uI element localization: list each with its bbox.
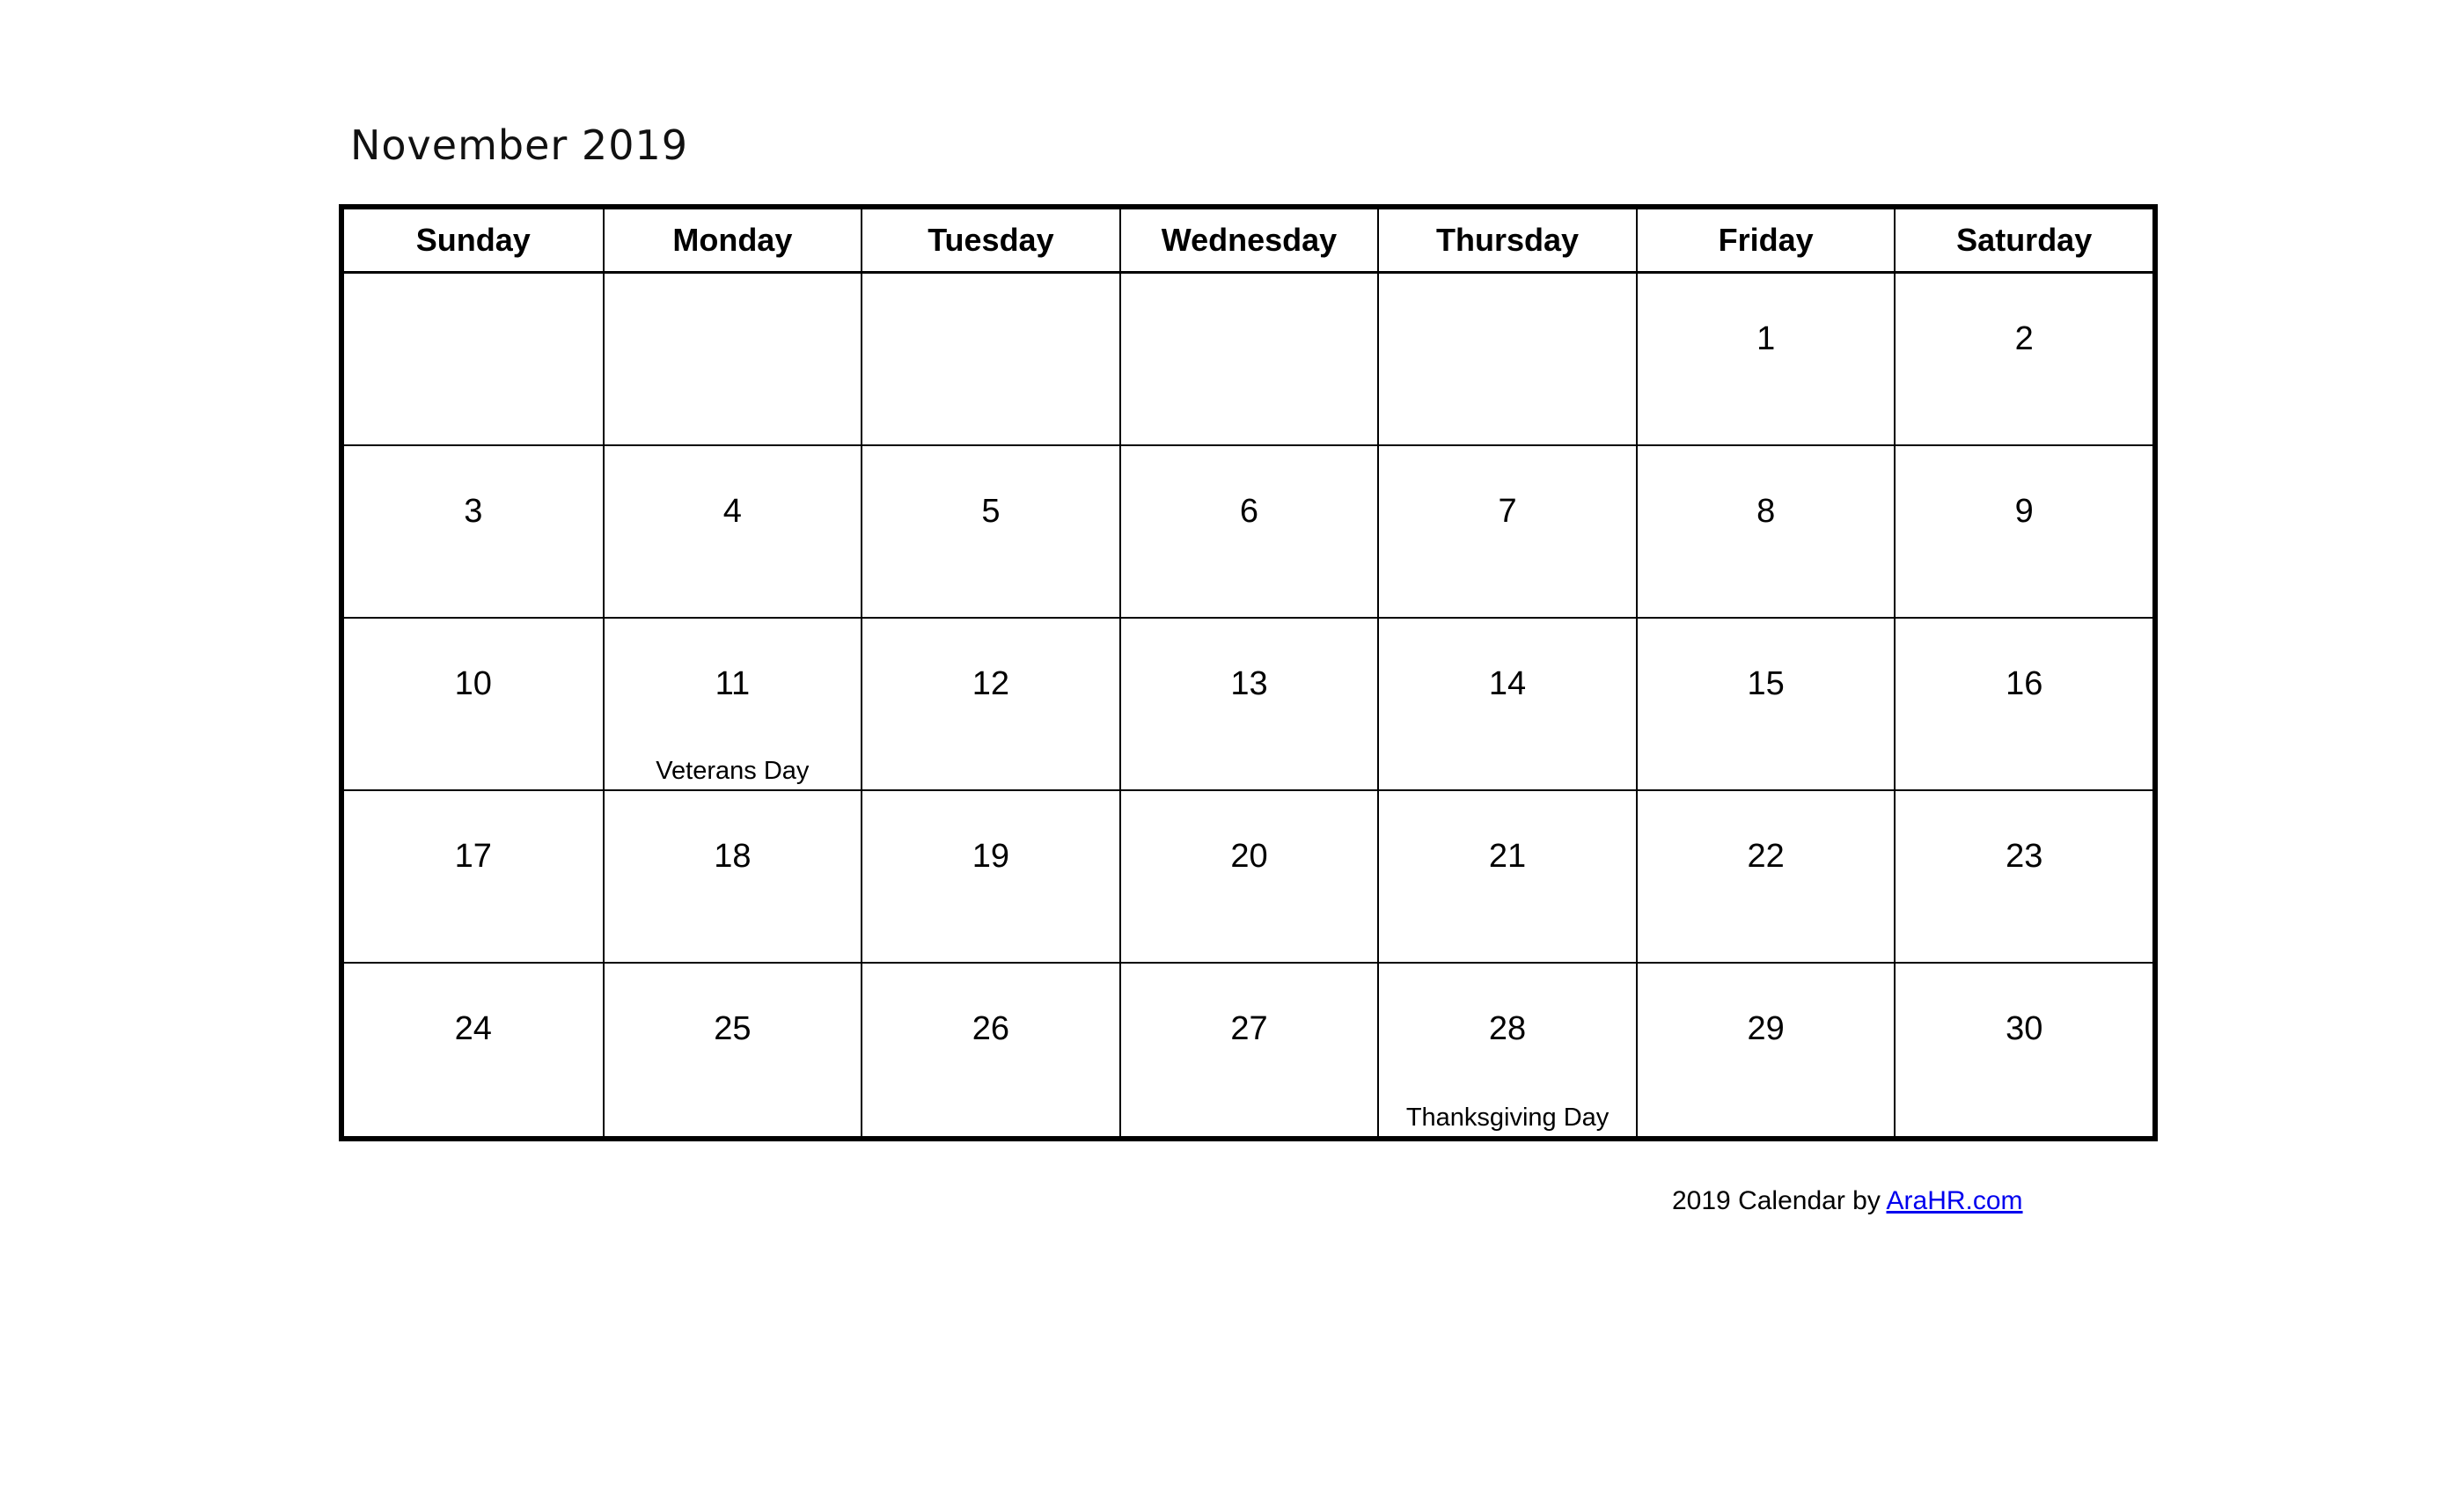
day-number: 27	[1230, 1010, 1268, 1047]
weekday-header-friday: Friday	[1636, 209, 1895, 271]
footer-text: 2019 Calendar by	[1672, 1186, 1887, 1215]
day-number: 11	[715, 665, 751, 702]
day-number: 24	[454, 1010, 492, 1047]
weekday-header-sunday: Sunday	[415, 222, 531, 258]
day-cell-9	[1894, 446, 2152, 619]
day-cell-11	[603, 619, 862, 791]
day-number: 12	[972, 665, 1010, 702]
day-cell-1	[1636, 274, 1895, 446]
day-cell-29	[1636, 964, 1895, 1136]
day-cell-empty	[344, 274, 603, 446]
day-cell-20	[1119, 791, 1378, 964]
day-cell-16	[1894, 619, 2152, 791]
footer-link[interactable]: AraHR.com	[1886, 1186, 2023, 1215]
day-number: 2	[2014, 320, 2034, 357]
day-number: 22	[1747, 838, 1785, 875]
day-cell-6	[1119, 446, 1378, 619]
footer-credit	[1672, 1186, 2023, 1216]
day-number: 26	[972, 1010, 1010, 1047]
weekday-header-thursday: Thursday	[1377, 209, 1636, 271]
day-number: 1	[1756, 320, 1776, 357]
holiday-label: Thanksgiving Day	[1405, 1104, 1610, 1132]
day-cell-28	[1377, 964, 1636, 1136]
day-cell-2	[1894, 274, 2152, 446]
page-title: November 2019	[350, 121, 688, 169]
day-cell-empty	[861, 274, 1119, 446]
day-cell-27	[1119, 964, 1378, 1136]
day-number: 15	[1747, 665, 1785, 702]
day-number: 30	[2006, 1010, 2043, 1047]
day-number: 29	[1747, 1010, 1785, 1047]
day-cell-empty	[1119, 274, 1378, 446]
day-cell-12	[861, 619, 1119, 791]
day-cell-23	[1894, 791, 2152, 964]
weekday-header-tuesday: Tuesday	[861, 209, 1119, 271]
day-cell-3	[344, 446, 603, 619]
day-cell-18	[603, 791, 862, 964]
day-number: 7	[1498, 493, 1517, 530]
day-number: 16	[2006, 665, 2043, 702]
day-cell-30	[1894, 964, 2152, 1136]
weekday-header-saturday: Saturday	[1894, 209, 2152, 271]
day-number: 4	[722, 493, 742, 530]
day-number: 19	[972, 838, 1010, 875]
day-cell-25	[603, 964, 862, 1136]
day-number: 21	[1488, 838, 1527, 875]
day-number: 6	[1239, 493, 1259, 530]
day-cell-19	[861, 791, 1119, 964]
day-cell-10	[344, 619, 603, 791]
day-cell-empty	[1377, 274, 1636, 446]
day-number: 5	[981, 493, 1001, 530]
day-number: 18	[714, 838, 752, 875]
day-cell-22	[1636, 791, 1895, 964]
day-cell-4	[603, 446, 862, 619]
day-cell-15	[1636, 619, 1895, 791]
day-number: 14	[1488, 665, 1527, 702]
day-cell-26	[861, 964, 1119, 1136]
day-number: 25	[714, 1010, 752, 1047]
day-cell-17	[344, 791, 603, 964]
day-number: 23	[2006, 838, 2043, 875]
day-cell-5	[861, 446, 1119, 619]
day-cell-21	[1377, 791, 1636, 964]
day-cell-14	[1377, 619, 1636, 791]
day-cell-empty	[603, 274, 862, 446]
day-number: 9	[2014, 493, 2034, 530]
day-number: 13	[1230, 665, 1268, 702]
day-cell-13	[1119, 619, 1378, 791]
day-cell-8	[1636, 446, 1895, 619]
day-number: 10	[454, 665, 492, 702]
day-grid	[344, 274, 2152, 1136]
day-number: 17	[454, 838, 492, 875]
day-cell-7	[1377, 446, 1636, 619]
weekday-header-monday: Monday	[603, 209, 862, 271]
day-number: 3	[464, 493, 483, 530]
weekday-header-row	[344, 209, 2152, 274]
holiday-label: Veterans Day	[656, 757, 810, 785]
calendar-table	[339, 204, 2158, 1141]
day-number: 28	[1488, 1010, 1527, 1047]
day-cell-24	[344, 964, 603, 1136]
day-number: 20	[1230, 838, 1268, 875]
weekday-header-wednesday: Wednesday	[1119, 209, 1378, 271]
day-number: 8	[1756, 493, 1776, 530]
